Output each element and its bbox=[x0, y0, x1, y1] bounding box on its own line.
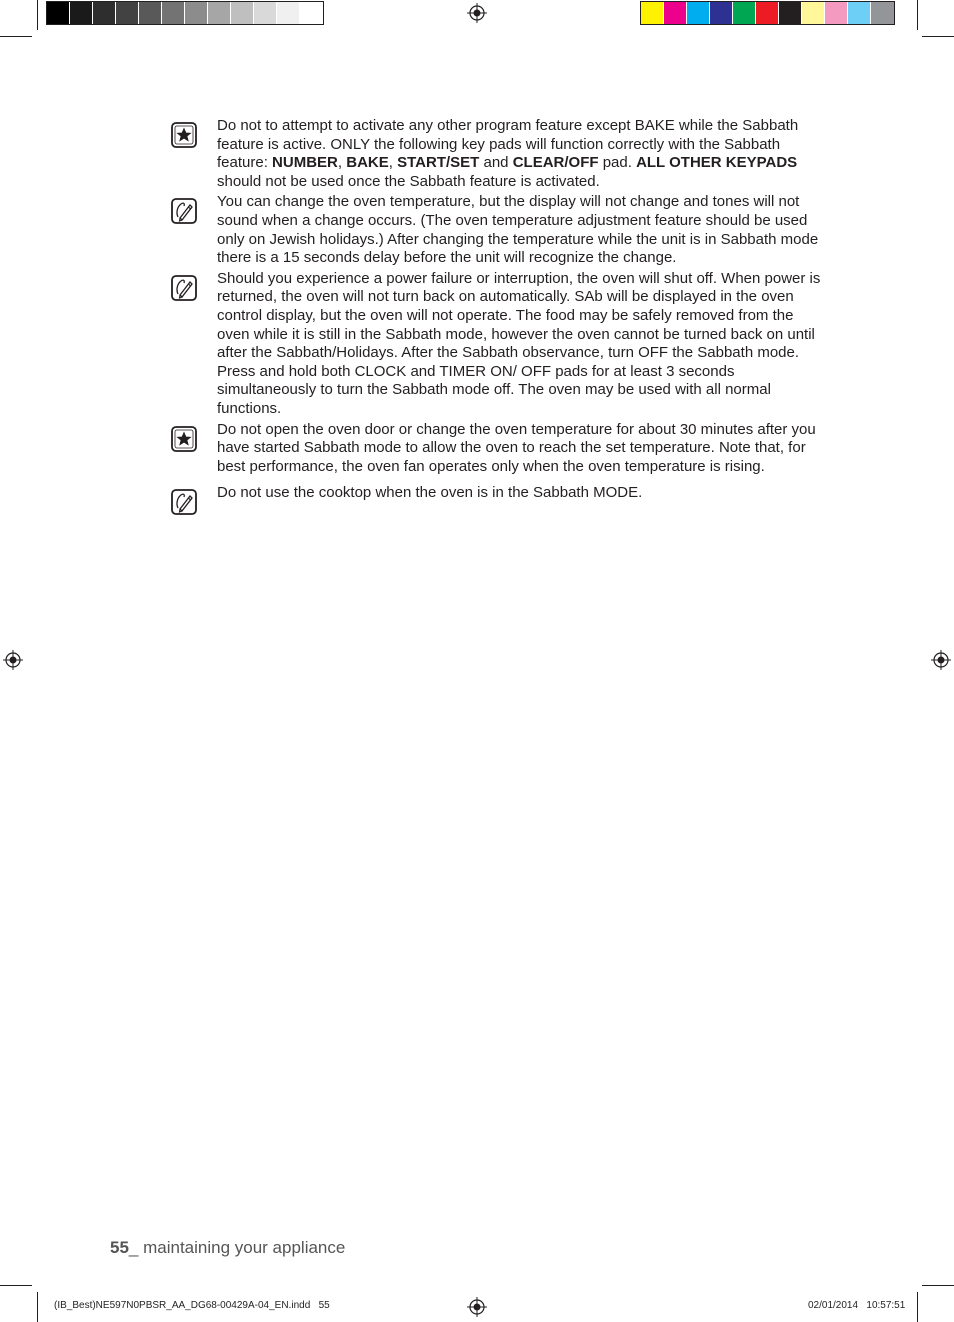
registration-mark-icon bbox=[467, 3, 487, 23]
sabbath-notes-list bbox=[170, 117, 830, 518]
note-text-run: , bbox=[337, 154, 347, 172]
crop-mark bbox=[917, 0, 918, 30]
color-swatch bbox=[254, 2, 277, 24]
note-pencil-icon bbox=[170, 197, 198, 225]
note-text-run: and bbox=[479, 154, 513, 172]
color-swatch bbox=[70, 2, 93, 24]
color-swatch bbox=[162, 2, 185, 24]
note-text-run: You can change the oven temperature, but the display will not change and tones will not sound when a change occurs. (The oven temperature adjustment feature should be used only on Jewish holidays.) After changing the temperature while the unit is in Sabbath mode there is a 15 seconds delay before the unit will recognize the change. bbox=[217, 193, 819, 267]
note-pencil-icon bbox=[170, 274, 198, 302]
file-slug: (IB_Best)NE597N0PBSR_AA_DG68-00429A-04_EN.indd 55 bbox=[54, 1300, 330, 1311]
note-text bbox=[217, 421, 827, 477]
star-caution-icon bbox=[170, 425, 198, 453]
color-swatch bbox=[687, 2, 710, 24]
color-swatch bbox=[185, 2, 208, 24]
note-text bbox=[217, 484, 827, 503]
color-swatch bbox=[802, 2, 825, 24]
color-swatch bbox=[231, 2, 254, 24]
keypad-name: START/SET bbox=[397, 154, 480, 172]
star-caution-icon bbox=[170, 121, 198, 149]
color-swatch bbox=[848, 2, 871, 24]
note-pencil-icon bbox=[170, 488, 198, 516]
registration-mark-icon bbox=[931, 650, 951, 670]
crop-mark bbox=[917, 1292, 918, 1322]
note-item bbox=[170, 421, 830, 477]
color-swatch bbox=[208, 2, 231, 24]
crop-mark bbox=[0, 1285, 32, 1286]
page-footer bbox=[110, 1238, 345, 1258]
color-swatch-bar bbox=[640, 1, 895, 25]
color-swatch bbox=[139, 2, 162, 24]
section-title: _ maintaining your appliance bbox=[128, 1238, 346, 1257]
note-item bbox=[170, 484, 830, 516]
keypad-name: NUMBER bbox=[272, 154, 338, 172]
color-swatch bbox=[277, 2, 300, 24]
note-text-run: pad. bbox=[598, 154, 637, 172]
note-text bbox=[217, 270, 827, 419]
crop-mark bbox=[37, 0, 38, 30]
note-text-run: Should you experience a power failure or interruption, the oven will shut off. When power is returned, the oven will not turn back on automatically. SAb will be displayed in the oven control display, but the oven will not operate. The food may be safely removed from the oven while it is still in the Sabbath mode, however the oven cannot be turned back on until after the Sabbath/Holidays. After the Sabbath observance, turn OFF the Sabbath mode. Press and hold both CLOCK and TIMER ON/ OFF pads for at least 3 seconds simultaneously to turn the Sabbath mode off. The oven may be used with all normal functions. bbox=[217, 269, 821, 417]
note-text-run: should not be used once the Sabbath feature is activated. bbox=[217, 172, 600, 190]
note-item bbox=[170, 193, 830, 267]
note-text-run: Do not open the oven door or change the oven temperature for about 30 minutes after you have started Sabbath mode to allow the oven to reach the set temperature. Note that, for best performance, the oven fan operates only when the oven temperature is rising. bbox=[217, 420, 816, 475]
page-number: 55 bbox=[110, 1238, 129, 1257]
color-swatch bbox=[641, 2, 664, 24]
note-text-run: Do not to attempt to activate any other program feature except BAKE while the Sabbath feature is active. ONLY the following key pads will function correctly with the Sabbath feature: bbox=[217, 117, 799, 172]
color-swatch bbox=[664, 2, 687, 24]
crop-mark bbox=[37, 1292, 38, 1322]
registration-mark-icon bbox=[3, 650, 23, 670]
keypad-name: ALL OTHER KEYPADS bbox=[636, 154, 798, 172]
keypad-name: CLEAR/OFF bbox=[512, 154, 599, 172]
color-swatch bbox=[93, 2, 116, 24]
note-item bbox=[170, 270, 830, 419]
color-swatch bbox=[300, 2, 323, 24]
color-swatch bbox=[871, 2, 894, 24]
note-text-run: , bbox=[388, 154, 398, 172]
note-text bbox=[217, 193, 827, 267]
keypad-name: BAKE bbox=[346, 154, 389, 172]
crop-mark bbox=[922, 36, 954, 37]
color-swatch bbox=[710, 2, 733, 24]
color-swatch bbox=[779, 2, 802, 24]
color-swatch bbox=[116, 2, 139, 24]
note-text-run: Do not use the cooktop when the oven is in the Sabbath MODE. bbox=[217, 484, 643, 502]
crop-mark bbox=[922, 1285, 954, 1286]
note-item bbox=[170, 117, 830, 191]
registration-mark-icon bbox=[467, 1297, 487, 1317]
date-slug: 02/01/2014 10:57:51 bbox=[808, 1300, 906, 1311]
note-text bbox=[217, 117, 827, 191]
color-swatch bbox=[733, 2, 756, 24]
color-swatch bbox=[47, 2, 70, 24]
color-swatch bbox=[825, 2, 848, 24]
color-swatch bbox=[756, 2, 779, 24]
crop-mark bbox=[0, 36, 32, 37]
grayscale-swatch-bar bbox=[46, 1, 324, 25]
